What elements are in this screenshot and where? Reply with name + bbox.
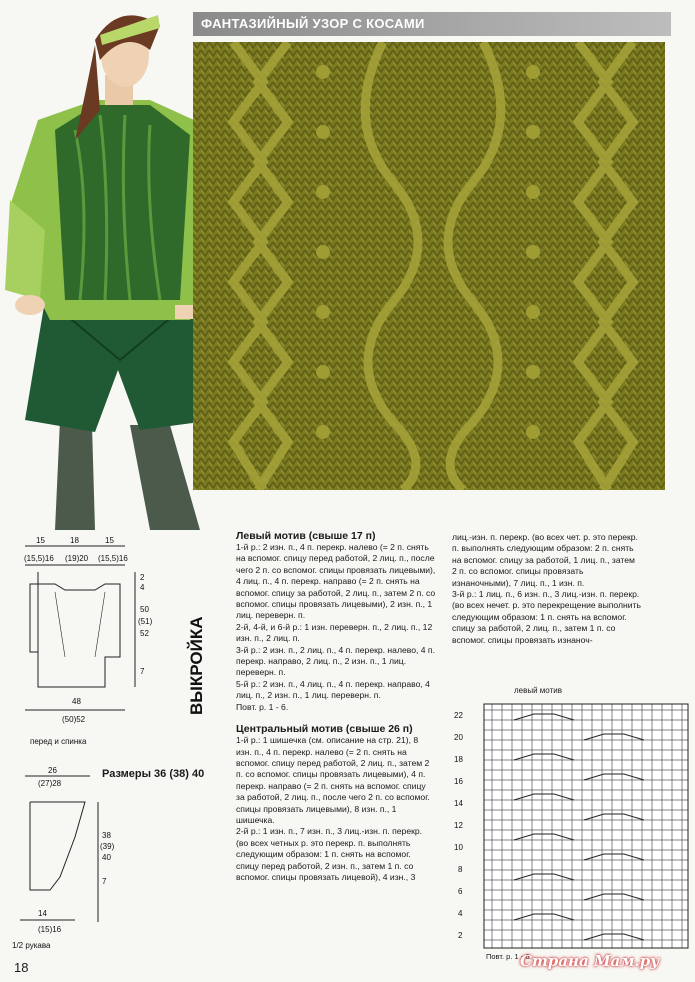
knit-swatch-photo xyxy=(193,42,665,490)
watermark: Страна Мам.ру xyxy=(520,952,660,970)
sleeve-top-2: (27)28 xyxy=(38,779,62,788)
sleeve-caption: 1/2 рукава xyxy=(12,941,51,950)
chart-row-10: 10 xyxy=(454,843,463,852)
knitting-chart xyxy=(452,700,690,950)
sleeve-top-1: 26 xyxy=(48,766,57,775)
left-motif-row-2: 2-й, 4-й, и 6-й р.: 1 изн. переверн. п., 2 лиц. п., 12 изн. п., 2 лиц. п. xyxy=(236,621,433,644)
sleeve-right-1: 38 xyxy=(102,831,111,840)
dim-top-2: 18 xyxy=(70,536,79,545)
dim-right-4: (51) xyxy=(138,617,153,626)
dim-top2-1: (15,5)16 xyxy=(24,554,54,563)
pattern-label-text: ВЫКРОЙКА xyxy=(187,616,206,715)
left-motif-heading: Левый мотив (свыше 17 п) xyxy=(236,530,376,542)
sizes-label: Размеры 36 (38) 40 xyxy=(102,768,205,780)
sleeve-right-2: (39) xyxy=(100,842,115,851)
instructions-column-2 xyxy=(452,532,642,646)
left-motif-row-5: 5-й р.: 2 изн. п., 4 лиц. п., 4 п. перекр. направо, 4 лиц. п., 2 изн. п., 1 лиц. переверн. п. xyxy=(236,678,430,701)
left-motif-row-1: 1-й р.: 2 изн. п., 4 п. перекр. налево (= 2 п. снять на вспомог. спицу перед работой, 2 лиц. п., после чего 2 п. со вспомог. спицы провязать лицевыми), 4 лиц. п., 4 п. перекр. направо (= 2 п. снять на вспомог. спицу за работой, 2 лиц. п., затем 2 п. со вспомог. спицы провязать лицевыми), 2 изн. п., 1 лиц. переверн. п. xyxy=(236,542,436,621)
page-number: 18 xyxy=(14,960,29,975)
chart-row-16: 16 xyxy=(454,777,463,786)
dim-top2-2: (19)20 xyxy=(65,554,89,563)
dim-bottom-1: 48 xyxy=(72,697,81,706)
chart-row-20: 20 xyxy=(454,733,463,742)
chart-row-14: 14 xyxy=(454,799,463,808)
front-back-schematic xyxy=(10,532,170,750)
dim-top-3: 15 xyxy=(105,536,114,545)
central-motif-heading: Центральный мотив (свыше 26 п) xyxy=(236,723,413,736)
chart-row-4: 4 xyxy=(458,909,463,918)
dim-top2-3: (15,5)16 xyxy=(98,554,128,563)
chart-row-2: 2 xyxy=(458,931,463,940)
chart-caption: левый мотив xyxy=(514,686,562,695)
chart-row-8: 8 xyxy=(458,865,463,874)
dim-top-1: 15 xyxy=(36,536,45,545)
central-motif-continued: лиц.-изн. п. перекр. (во всех чет. р. это перекр. п. выполнять следующим образом: 2 п. снять на вспомог. спицу за работой, 1 лиц. п., затем 2 п. со вспомог. спицы провязать изнаночными), 7 лиц. п., 1 изн. п. xyxy=(452,532,638,588)
chart-row-18: 18 xyxy=(454,755,463,764)
dim-right-2: 4 xyxy=(140,583,145,592)
front-back-caption: перед и спинка xyxy=(30,737,87,746)
instructions-column-1 xyxy=(236,530,436,883)
central-motif-row-3: 3-й р.: 1 лиц. п., 6 изн. п., 3 лиц.-изн. п. перекр. (во всех нечет. р. это перекрещение выполнить следующим образом: 1 п. снять на вспомог. спицу за работой, 2 лиц. п., затем 1 п. со вспомог. спицы провязать изнаноч- xyxy=(452,589,642,645)
sleeve-right-3: 40 xyxy=(102,853,111,862)
sleeve-bottom-2: (15)16 xyxy=(38,925,62,934)
left-motif-row-3: 3-й р.: 2 изн. п., 2 лиц. п., 4 п. перекр. налево, 4 п. перекр. направо, 2 лиц. п., 2 изн. п., 1 лиц. переверн. п. xyxy=(236,644,435,678)
sleeve-schematic xyxy=(10,762,170,952)
dim-right-6: 7 xyxy=(140,667,145,676)
central-motif-row-2: 2-й р.: 1 изн. п., 7 изн. п., 3 лиц.-изн. п. перекр. (во всех четных р. это перекр. п. выполнять следующим образом: 1 п. снять на вспомог. спицу перед работой, 2 изн. п., затем 1 п. со вспомог. спицы провязать лицевой), 4 изн., 3 xyxy=(236,826,423,882)
dim-right-1: 2 xyxy=(140,573,145,582)
chart-row-6: 6 xyxy=(458,887,463,896)
sleeve-bottom-1: 14 xyxy=(38,909,47,918)
pattern-label xyxy=(178,612,212,717)
dim-bottom-2: (50)52 xyxy=(62,715,86,724)
chart-row-12: 12 xyxy=(454,821,463,830)
central-motif-row-1: 1-й р.: 1 шишечка (см. описание на стр. 21), 8 изн. п., 4 п. перекр. налево (= 2 п. снять на вспомог. спицу перед работой, 2 лиц. п., затем 2 п. со вспомог. спицы провязать лицевыми), 4 п. перекр. направо (= 2 п. снять на вспомог. спицу за работой, 2 лиц. п., после чего 2 п. со вспомог. спицы провязать лицевыми), 8 изн. п., 1 шишечка. xyxy=(236,735,430,825)
dim-right-5: 52 xyxy=(140,629,149,638)
page-title: ФАНТАЗИЙНЫЙ УЗОР С КОСАМИ xyxy=(193,12,671,36)
sleeve-right-4: 7 xyxy=(102,877,107,886)
chart-row-22: 22 xyxy=(454,711,463,720)
chart-footer: Повт. р. 1 - 6. xyxy=(486,952,532,961)
dim-right-3: 50 xyxy=(140,605,149,614)
left-motif-repeat: Повт. р. 1 - 6. xyxy=(236,701,289,712)
